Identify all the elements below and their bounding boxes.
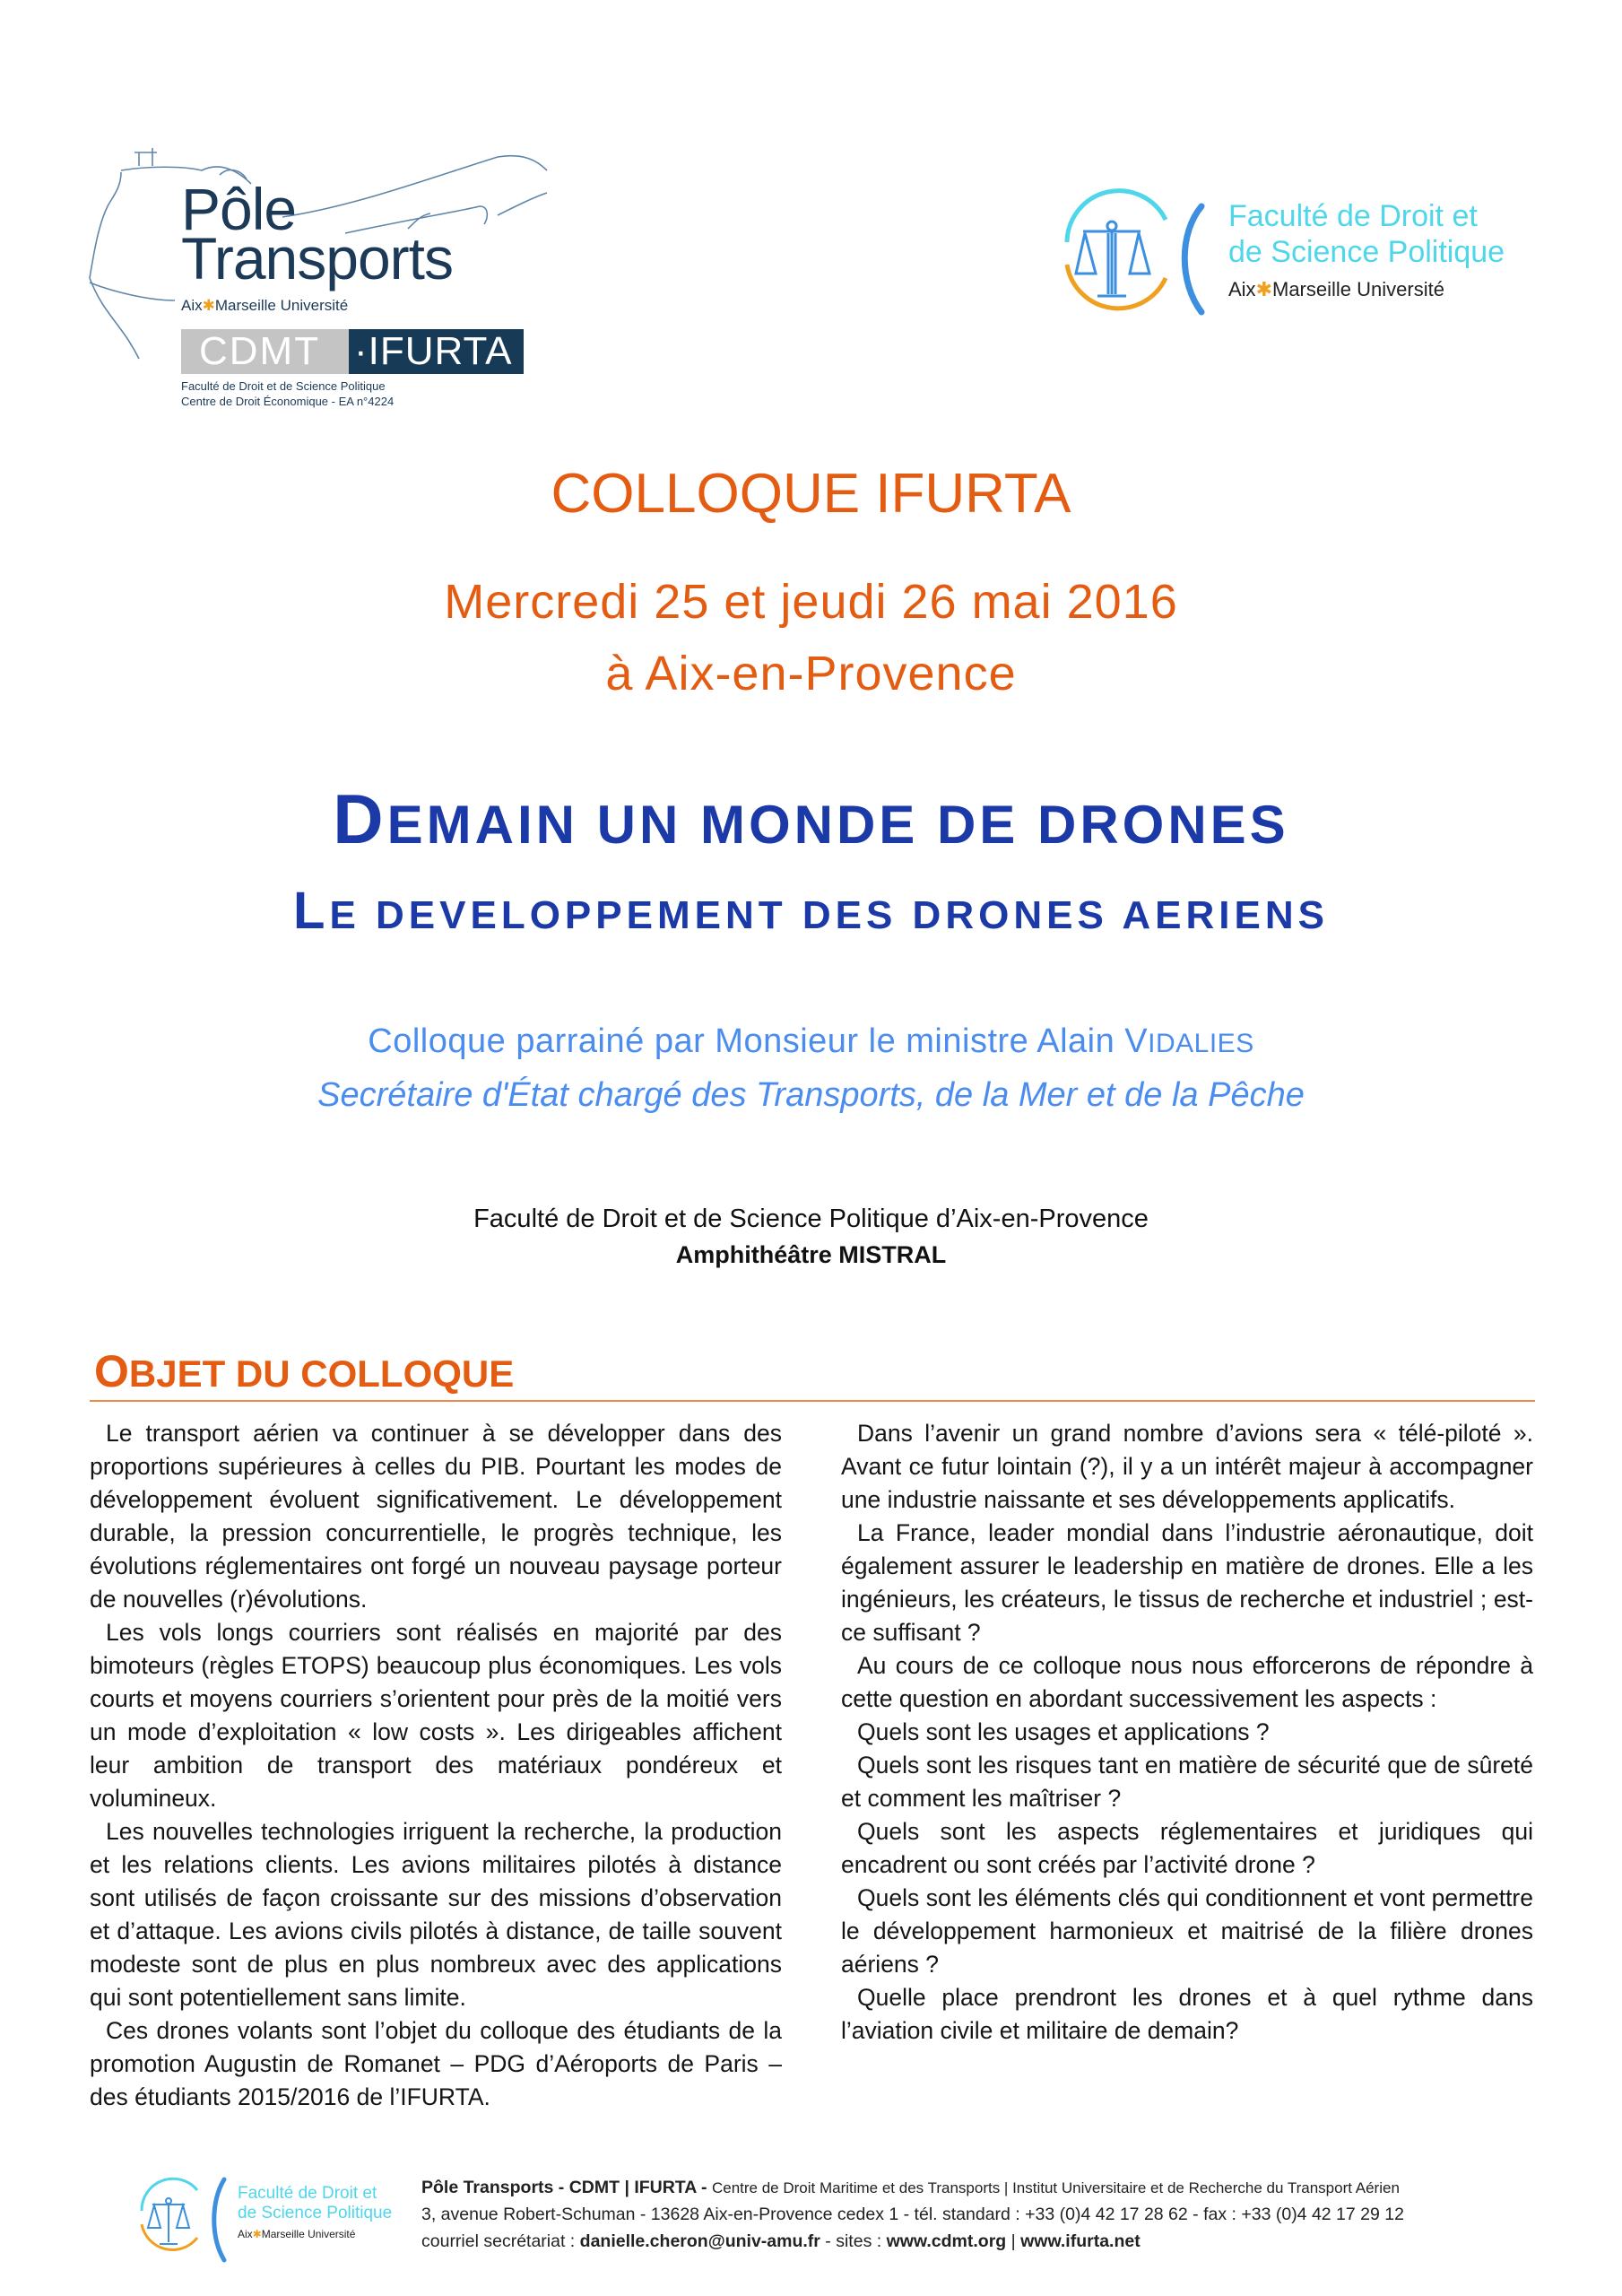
logo-faculty-text: Faculté de Droit et de Science Politique (181, 379, 386, 393)
logo-text-transports: Transports (181, 225, 453, 291)
venue: Faculté de Droit et de Science Politique d’Aix-en-Provence (473, 1205, 1149, 1233)
footer-org-desc: Centre de Droit Maritime et des Transports | Institut Universitaire et de Recherche du Transport Aérien (711, 2179, 1400, 2196)
event-place: à Aix-en-Provence (605, 647, 1017, 700)
question: Quelle place prendront les drones et à quel rythme dans l’aviation civile et militaire de demain? (841, 1984, 1533, 2044)
logo-cdmt: CDMT (181, 329, 349, 374)
logo-centre-text: Centre de Droit Économique - EA n°4224 (181, 395, 395, 408)
event-date: Mercredi 25 et jeudi 26 mai 2016 (444, 575, 1178, 629)
footer-email-link[interactable]: danielle.cheron@univ-amu.fr (579, 2231, 820, 2251)
logo-faculte-line1: Faculté de Droit et (1228, 199, 1478, 233)
left-column (90, 1417, 782, 2114)
footer-org: Pôle Transports - CDMT | IFURTA - (421, 2178, 712, 2197)
patron-role: Secrétaire d'État chargé des Transports, de la Mer et de la Pêche (317, 1076, 1305, 1114)
footer-contact-line (421, 2231, 1141, 2252)
pole-transports-logo (85, 135, 551, 408)
footer-site-ifurta-link[interactable]: www.ifurta.net (1020, 2231, 1141, 2251)
question: Quels sont les éléments clés qui conditionnent et vont permettre le développement harmonieux et maitrisé de la filière drones aériens ? (841, 1884, 1533, 1978)
section-heading-initial: O (94, 1346, 129, 1396)
logo-text-pole: Pôle (181, 176, 297, 242)
faculte-logo (1040, 179, 1560, 323)
footer-site-separator: | (1006, 2231, 1021, 2251)
right-column (841, 1417, 1533, 2048)
section-heading (94, 1345, 514, 1397)
footer-sites-label: - sites : (820, 2231, 887, 2251)
question: Quels sont les aspects réglementaires et juridiques qui encadrent ou sont créés par l’activité drone ? (841, 1818, 1533, 1878)
logo-faculte-amu (1228, 278, 1444, 301)
paragraph: Le transport aérien va continuer à se développer dans des proportions supérieures à celles du PIB. Pourtant les modes de développement évoluent significativement. Le développement durable, la pression concurrentielle, le progrès technique, les évolutions réglementaires ont forgé un nouveau paysage porteur de nouvelles (r)évolutions. (90, 1420, 782, 1613)
logo-faculte-line2: de Science Politique (1228, 235, 1505, 269)
question: Quels sont les risques tant en matière de sécurité que de sûreté et comment les maîtriser ? (841, 1752, 1533, 1812)
subtitle (0, 881, 1622, 941)
question: Quels sont les usages et applications ? (857, 1718, 1270, 1745)
event-title: COLLOQUE IFURTA (551, 463, 1071, 525)
main-title-rest: EMAIN UN MONDE DE DRONES (386, 795, 1289, 855)
footer-org-line (421, 2178, 1400, 2198)
subtitle-initial: L (293, 882, 330, 940)
paragraph: Les vols longs courriers sont réalisés en majorité par des bimoteurs (règles ETOPS) beaucoup plus économiques. Les vols courts et moyens courriers s’orientent pour près de la moitié vers un mode d’exploitation « low costs ». Les dirigeables affichent leur ambition de transport des matériaux pondéreux et volumineux. (90, 1619, 782, 1812)
footer-address-line (421, 2205, 1404, 2225)
footer-fax-label: - fax : (1187, 2205, 1242, 2224)
star-icon: ✱ (202, 297, 215, 314)
footer-faculte-logo (134, 2170, 412, 2265)
amu-left: Aix (1228, 278, 1256, 300)
paragraph: Dans l’avenir un grand nombre d’avions sera « télé-piloté ». Avant ce futur lointain (?), il y a un intérêt majeur à accompagner une industrie naissante et ses développements applicatifs. (841, 1420, 1533, 1513)
section-divider (90, 1400, 1535, 1402)
logo-amu-text (181, 297, 348, 315)
amu-left: Aix (181, 297, 203, 314)
main-title-initial: D (333, 779, 387, 858)
footer-email-label: courriel secrétariat : (421, 2231, 580, 2251)
amu-right: Marseille Université (1272, 278, 1444, 300)
paragraph: Au cours de ce colloque nous nous efforcerons de répondre à cette question en abordant successivement les aspects : (841, 1652, 1533, 1712)
footer-address: 3, avenue Robert-Schuman - 13628 Aix-en-Provence cedex 1 - tél. standard : (421, 2205, 1026, 2224)
amu-right: Marseille Université (261, 2228, 356, 2240)
paragraph: La France, leader mondial dans l’industrie aéronautique, doit également assurer le leadership en matière de drones. Elle a les ingénieurs, les créateurs, le tissus de recherche et industriel ; est-ce suffisant ? (841, 1519, 1533, 1646)
main-title (0, 778, 1622, 860)
star-icon: ✱ (1255, 278, 1272, 300)
patronage-text: Colloque parrainé par Monsieur le ministre Alain V (368, 1022, 1149, 1060)
amu-left: Aix (238, 2228, 253, 2240)
scales-of-justice-icon (1040, 179, 1219, 323)
footer-logo-amu (238, 2228, 355, 2240)
footer-site-cdmt-link[interactable]: www.cdmt.org (886, 2231, 1007, 2251)
subtitle-rest: E DEVELOPPEMENT DES DRONES AERIENS (329, 893, 1329, 937)
section-heading-rest: BJET DU COLLOQUE (128, 1352, 515, 1395)
star-icon: ✱ (252, 2228, 262, 2240)
patronage-line (0, 1022, 1622, 1061)
footer-logo-line1: Faculté de Droit et (238, 2184, 377, 2203)
footer-fax: +33 (0)4 42 17 29 12 (1241, 2205, 1404, 2224)
footer-phone: +33 (0)4 42 17 28 62 (1025, 2205, 1188, 2224)
venue-room: Amphithéâtre MISTRAL (675, 1241, 947, 1268)
paragraph: Les nouvelles technologies irriguent la recherche, la production et les relations clients. Les avions militaires pilotés à distance sont utilisés de façon croissante sur des missions d’observation et d’attaque. Les avions civils pilotés à distance, de taille souvent modeste sont de plus en plus nombreux avec des applications qui sont potentiellement sans limite. (90, 1818, 782, 2011)
patron-name-rest: IDALIES (1148, 1029, 1254, 1058)
footer-logo-line2: de Science Politique (238, 2204, 393, 2222)
amu-right: Marseille Université (214, 297, 349, 314)
paragraph: Ces drones volants sont l’objet du colloque des étudiants de la promotion Augustin de Romanet – PDG d’Aéroports de Paris – des étudiants 2015/2016 de l’IFURTA. (90, 2017, 782, 2110)
logo-ifurta: ·IFURTA (349, 329, 524, 374)
scales-of-justice-icon (134, 2170, 238, 2265)
